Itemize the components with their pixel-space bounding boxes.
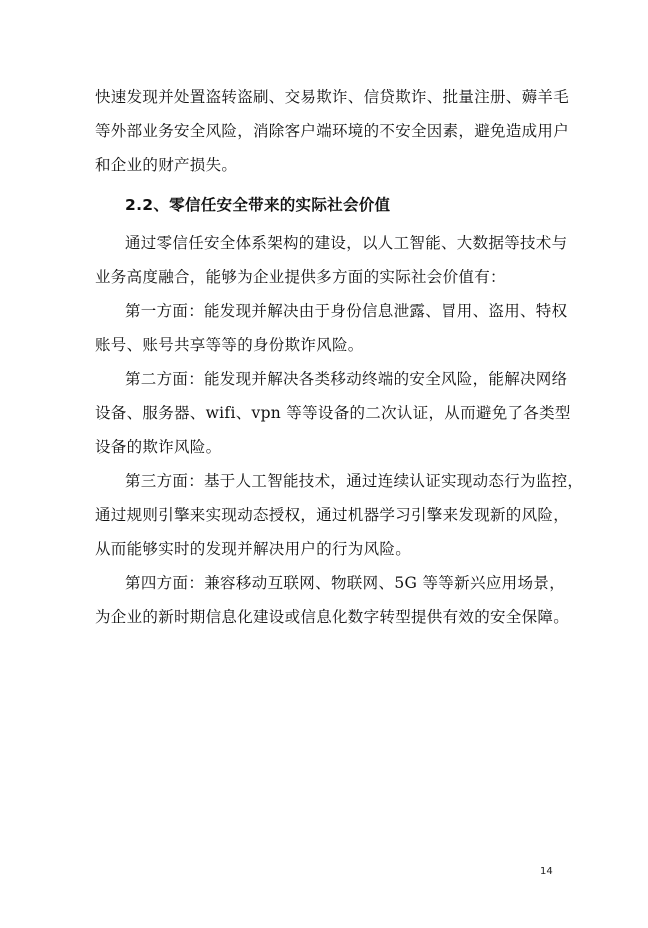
paragraph-line: 设备、服务器、wifi、vpn 等等设备的二次认证，从而避免了各类型	[95, 404, 571, 422]
paragraph-line: 第一方面：能发现并解决由于身份信息泄露、冒用、盗用、特权	[125, 302, 568, 320]
paragraph-line: 设备的欺诈风险。	[95, 438, 222, 456]
paragraph-line: 通过零信任安全体系架构的建设，以人工智能、大数据等技术与	[125, 234, 568, 252]
paragraph-line: 通过规则引擎来实现动态授权，通过机器学习引擎来发现新的风险，	[95, 506, 570, 524]
paragraph-line: 和企业的财产损失。	[95, 156, 238, 174]
paragraph-line: 业务高度融合，能够为企业提供多方面的实际社会价值有：	[95, 268, 506, 286]
paragraph-line: 第四方面：兼容移动互联网、物联网、5G 等等新兴应用场景，	[125, 574, 565, 592]
paragraph-line: 等外部业务安全风险，消除客户端环境的不安全因素，避免造成用户	[95, 122, 570, 140]
paragraph-line: 从而能够实时的发现并解决用户的行为风险。	[95, 540, 412, 558]
intro-paragraph	[95, 80, 570, 182]
paragraph-line: 为企业的新时期信息化建设或信息化数字转型提供有效的安全保障。	[95, 608, 570, 626]
page-content	[95, 80, 584, 634]
paragraph-line: 快速发现并处置盗转盗刷、交易欺诈、信贷欺诈、批量注册、薅羊毛	[95, 88, 570, 106]
paragraph-aspect-four	[95, 566, 570, 634]
paragraph-line: 第二方面：能发现并解决各类移动终端的安全风险，能解决网络	[125, 370, 568, 388]
paragraph-overview	[95, 226, 568, 294]
paragraph-line: 第三方面：基于人工智能技术，通过连续认证实现动态行为监控，	[125, 472, 584, 490]
page-number: 14	[540, 866, 553, 877]
section-heading: 2.2、零信任安全带来的实际社会价值	[125, 196, 391, 214]
paragraph-aspect-two	[95, 362, 571, 464]
paragraph-line: 账号、账号共享等等的身份欺诈风险。	[95, 336, 364, 354]
paragraph-aspect-one	[95, 294, 568, 362]
paragraph-aspect-three	[95, 464, 584, 566]
